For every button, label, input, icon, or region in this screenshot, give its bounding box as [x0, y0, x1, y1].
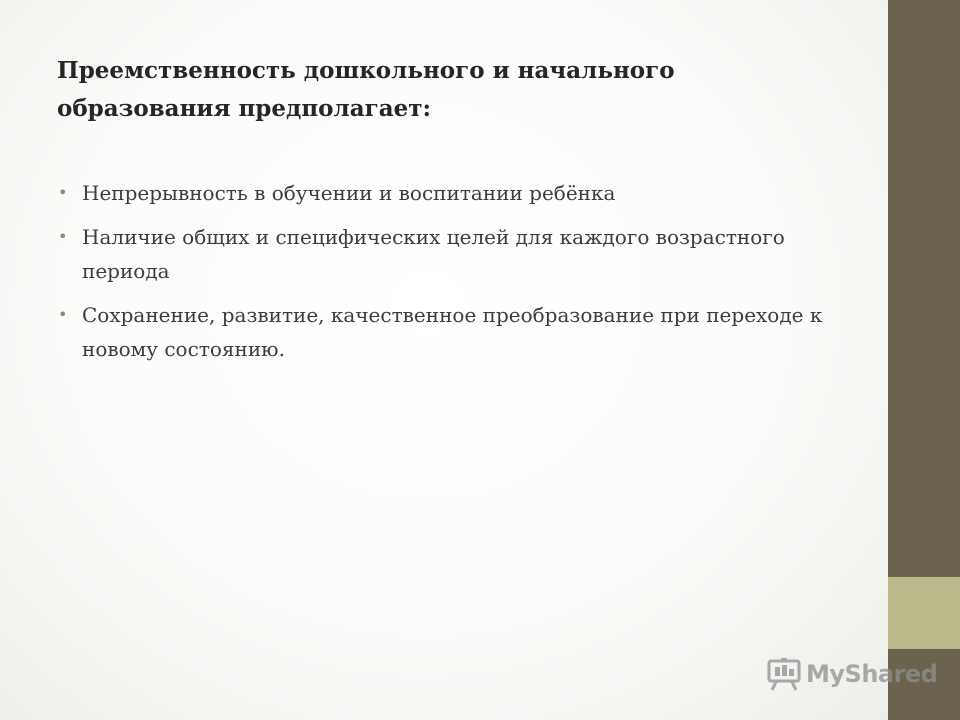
bullet-marker: •: [58, 305, 68, 324]
presentation-board-icon: [766, 656, 802, 692]
bullet-marker: •: [58, 227, 68, 246]
bullet-marker: •: [58, 183, 68, 202]
sidebar-band-light: [888, 577, 960, 649]
bullet-text: Наличие общих и специфических целей для каждого возрастного периода: [82, 225, 785, 283]
decorative-sidebar: [888, 0, 960, 720]
bullet-item: [57, 220, 857, 288]
sidebar-band-dark: [888, 0, 960, 577]
mysshared-watermark: [766, 656, 937, 692]
bullet-text: Сохранение, развитие, качественное преобразование при переходе к новому состоянию.: [82, 303, 823, 361]
bullet-text: Непрерывность в обучении и воспитании ребёнка: [82, 181, 616, 205]
bullet-item: [57, 176, 857, 210]
bullet-list: [57, 176, 857, 376]
slide-title: Преемственность дошкольного и начального образования предполагает:: [57, 57, 675, 122]
watermark-text: MyShared: [806, 660, 938, 688]
bullet-item: [57, 298, 857, 366]
